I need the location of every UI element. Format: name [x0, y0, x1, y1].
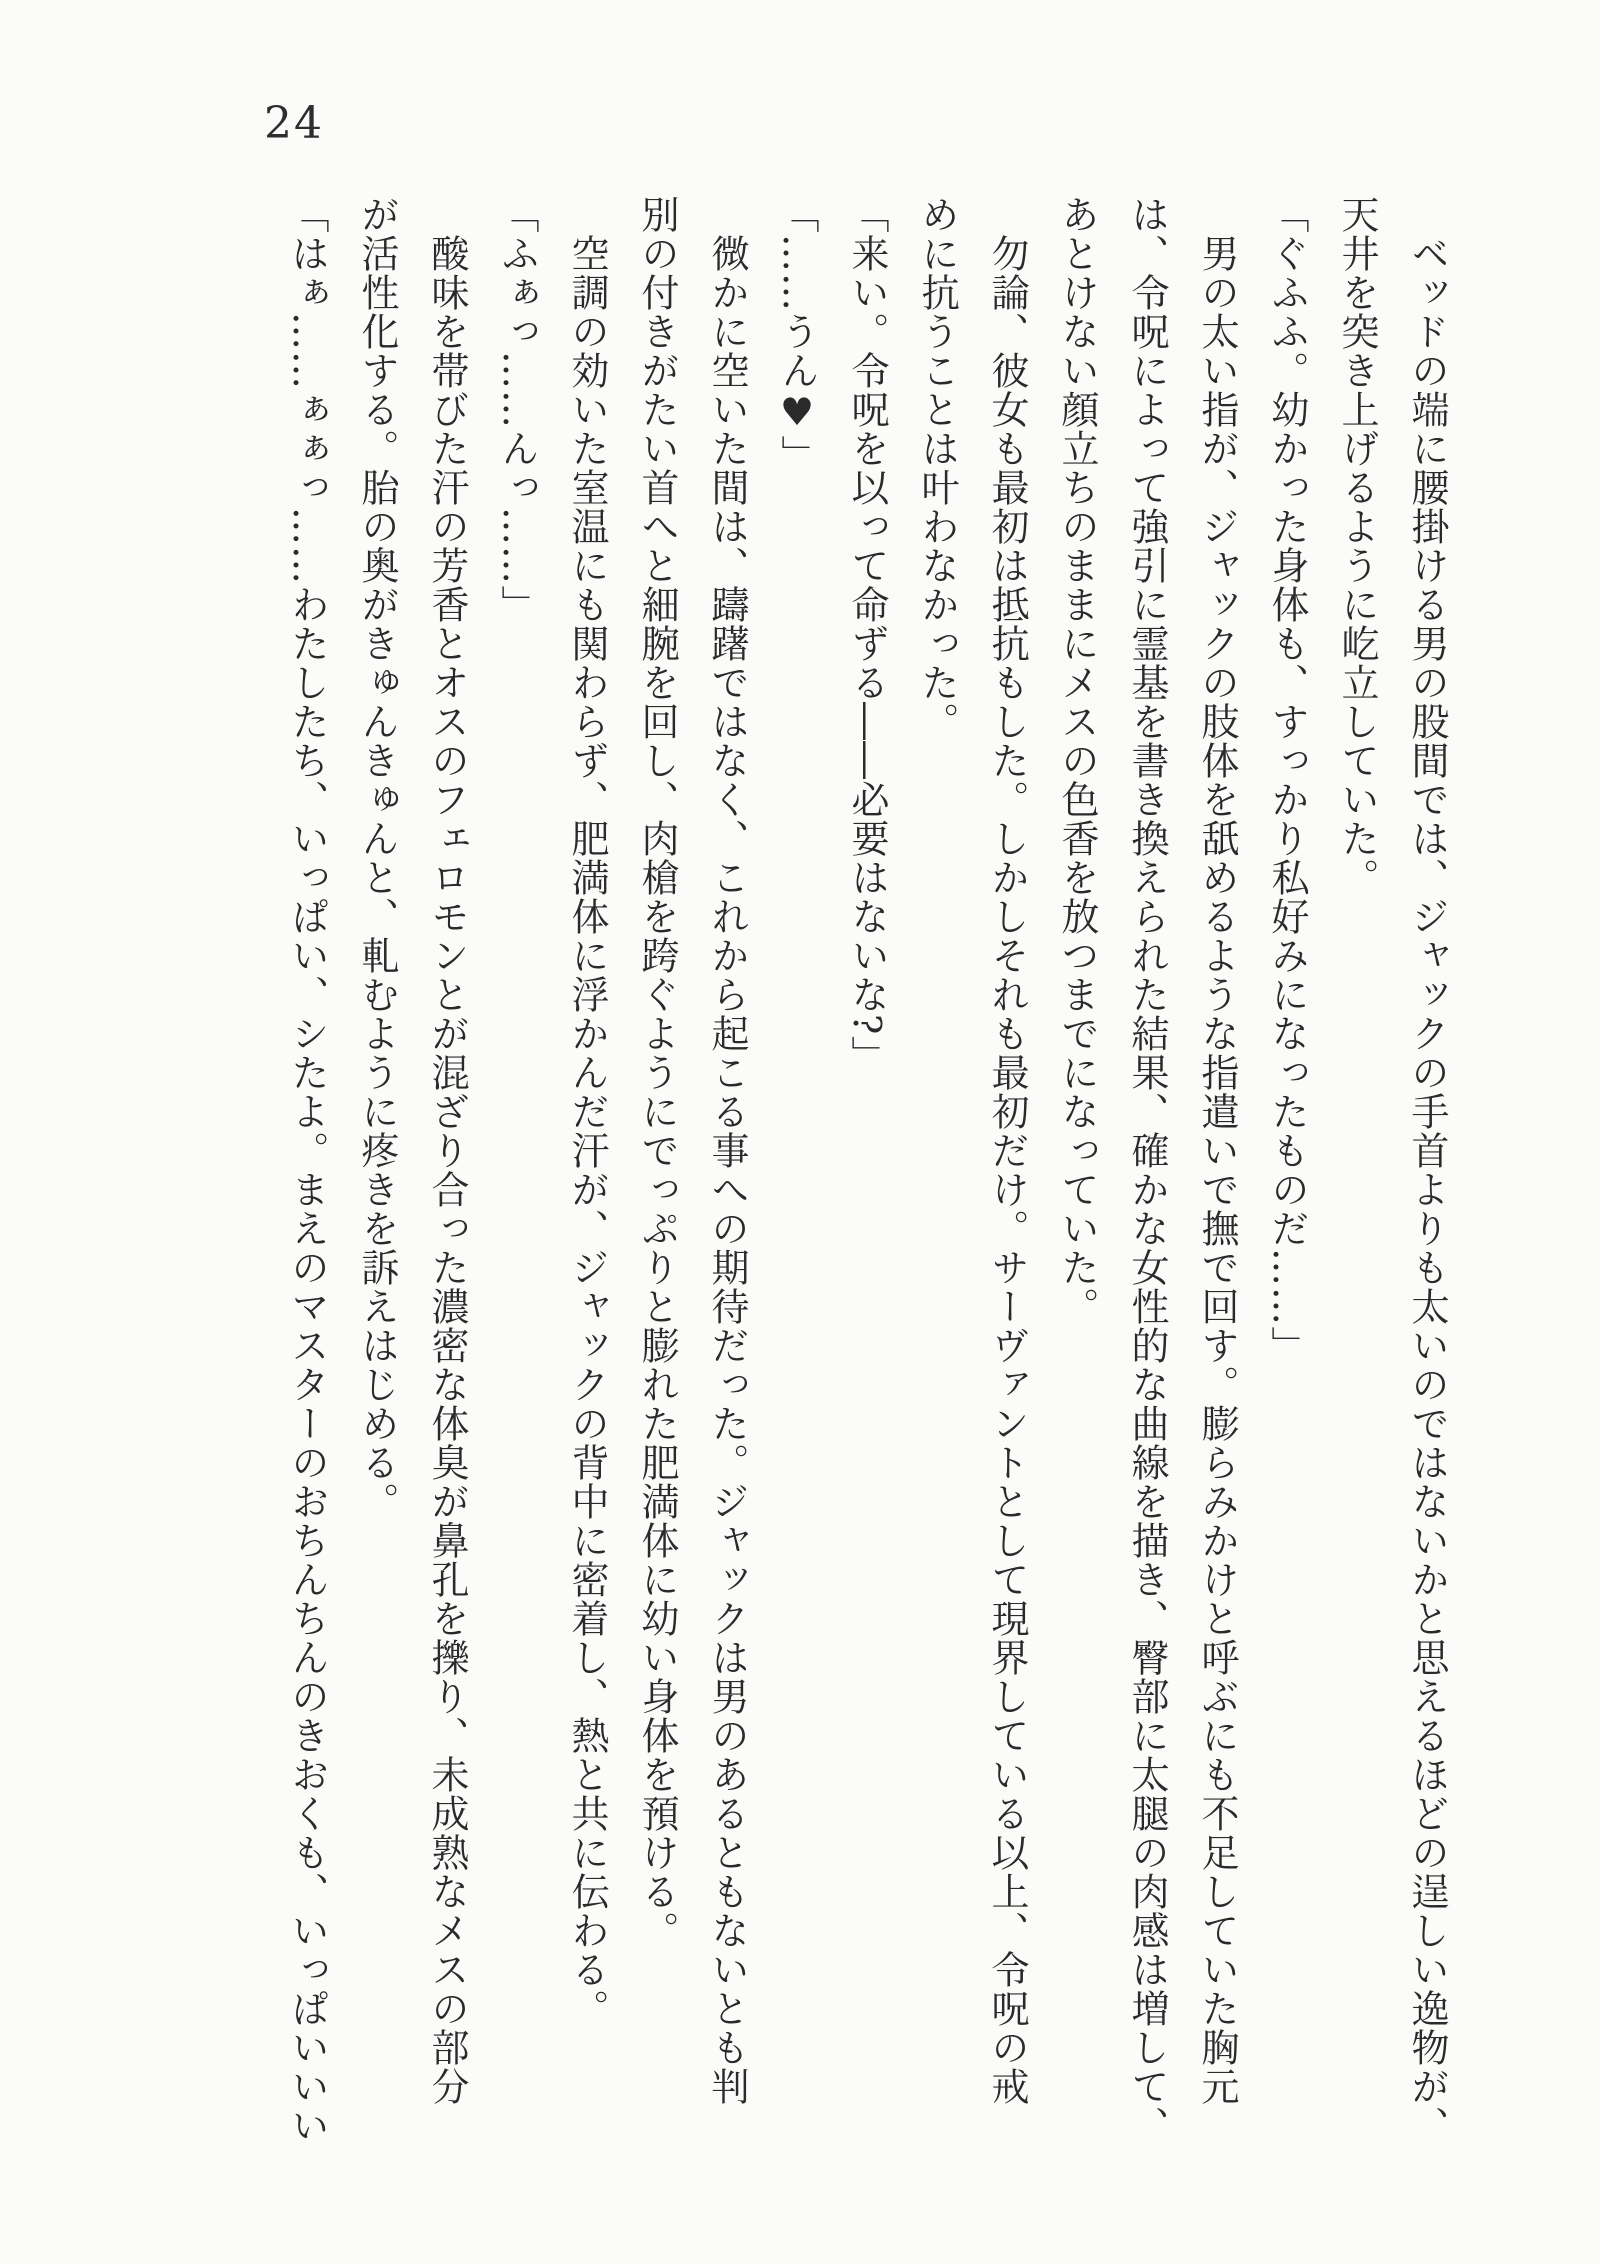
text-line: あとけない顔立ちのままにメスの色香を放つまでになっていた。: [1055, 195, 1099, 1326]
text-line: 別の付きがたい首へと細腕を回し、肉槍を跨ぐようにでっぷりと膨れた肥満体に幼い身体を預ける。: [635, 195, 679, 1950]
text-line: 「ふぁっ……んっ……」: [495, 195, 539, 624]
text-line: 男の太い指が、ジャックの肢体を舐めるような指遣いで撫で回す。膨らみかけと呼ぶにも不足していた胸元: [1195, 234, 1239, 2106]
text-line: 勿論、彼女も最初は抵抗もした。しかしそれも最初だけ。サーヴァントとして現界している以上、令呪の戒: [985, 234, 1029, 2106]
text-line: 空調の効いた室温にも関わらず、肥満体に浮かんだ汗が、ジャックの背中に密着し、熱と共に伝わる。: [565, 234, 609, 2028]
text-line: が活性化する。胎の奥がきゅんきゅんと、軋むように疼きを訴えはじめる。: [355, 195, 399, 1521]
text-line: 「来い。令呪を以って命ずる――必要はないな?」: [845, 195, 889, 1075]
text-line: 「……うん♥」: [775, 195, 819, 474]
text-line: ベッドの端に腰掛ける男の股間では、ジャックの手首よりも太いのではないかと思えるほどの逞しい逸物が、: [1405, 234, 1449, 2145]
text-line: 微かに空いた間は、躊躇ではなく、これから起こる事への期待だった。ジャックは男のあるともないとも判: [705, 234, 749, 2106]
text-line: 酸味を帯びた汗の芳香とオスのフェロモンとが混ざり合った濃密な体臭が鼻孔を擽り、未成熟なメスの部分: [425, 234, 469, 2106]
text-line: は、令呪によって強引に霊基を書き換えられた結果、確かな女性的な曲線を描き、臀部に太腿の肉感は増して、: [1125, 195, 1169, 2145]
text-columns: [272, 195, 1462, 2155]
text-line: 「はぁ……ぁぁっ……わたしたち、いっぱい、シたよ。まえのマスターのおちんちんのきおくも、いっぱいいい: [285, 195, 329, 2145]
text-line: 「ぐふふ。幼かった身体も、すっかり私好みになったものだ……」: [1265, 195, 1309, 1365]
text-line: 天井を突き上げるように屹立していた。: [1335, 195, 1379, 897]
page-number: 24: [264, 98, 324, 149]
text-line: めに抗うことは叶わなかった。: [915, 195, 959, 741]
